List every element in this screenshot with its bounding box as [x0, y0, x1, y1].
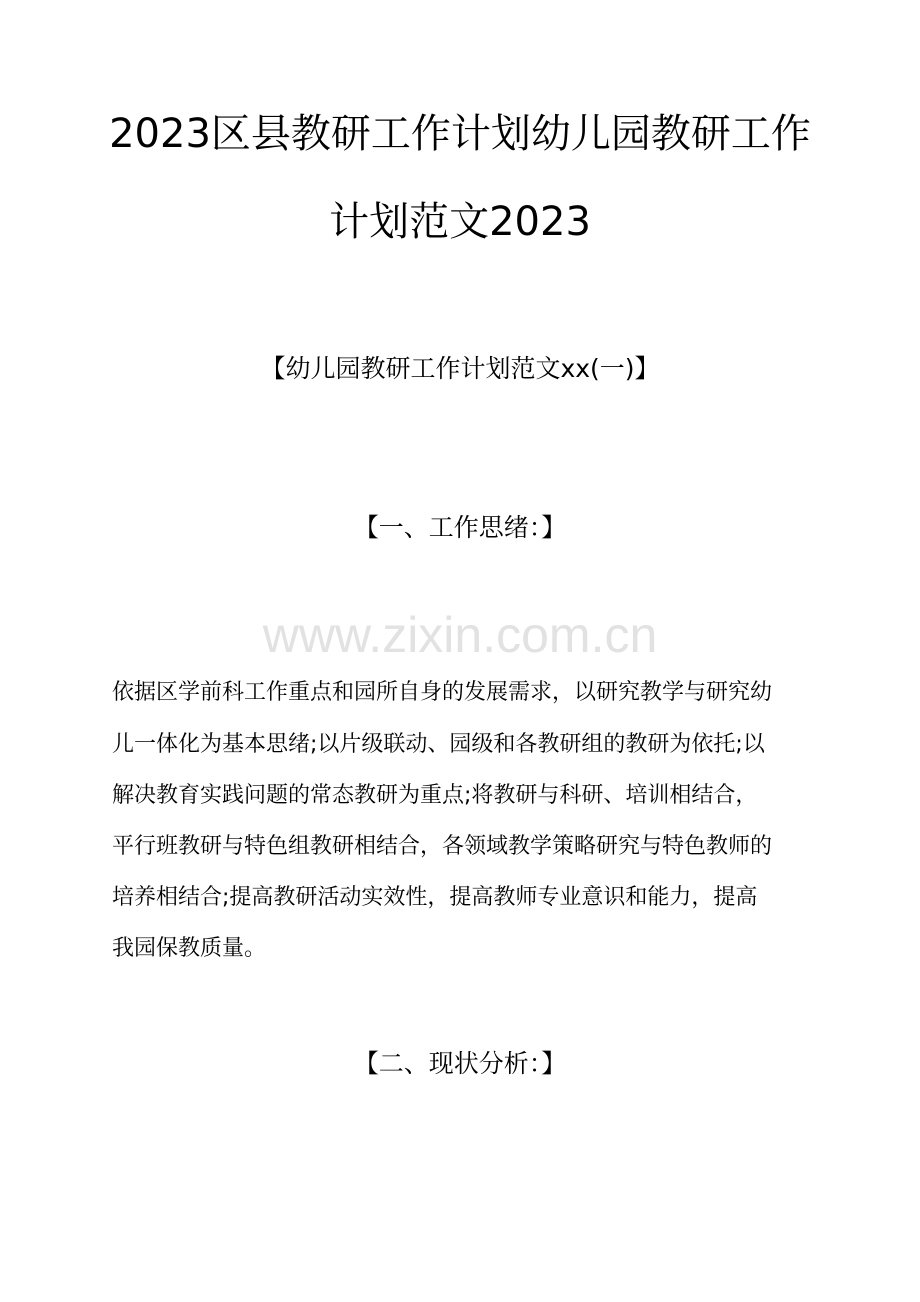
- paragraph-line: 依据区学前科工作重点和园所自身的发展需求，以研究教学与研究幼: [112, 680, 773, 705]
- paragraph-line: 解决教育实践问题的常态教研为重点;将教研与科研、培训相结合，: [112, 783, 758, 808]
- section-heading-work-thoughts: 【一、工作思绪：】: [353, 513, 567, 542]
- document-title-line-2: 计划范文2023: [329, 199, 591, 245]
- paragraph-line: 儿一体化为基本思绪;以片级联动、园级和各教研组的教研为依托;以: [112, 732, 765, 757]
- paragraph-line: 培养相结合;提高教研活动实效性，提高教师专业意识和能力，提高: [112, 885, 758, 910]
- paragraph-line: 平行班教研与特色组教研相结合，各领域教学策略研究与特色教师的: [112, 834, 773, 859]
- document-subtitle: 【幼儿园教研工作计划范文xx(一)】: [260, 354, 660, 383]
- document-title-line-1: 2023区县教研工作计划幼儿园教研工作: [109, 111, 811, 157]
- section-heading-status-analysis: 【二、现状分析：】: [353, 1049, 567, 1078]
- paragraph-line: 我园保教质量。: [112, 936, 267, 961]
- watermark-text: www.zixin.com.cn: [262, 607, 658, 663]
